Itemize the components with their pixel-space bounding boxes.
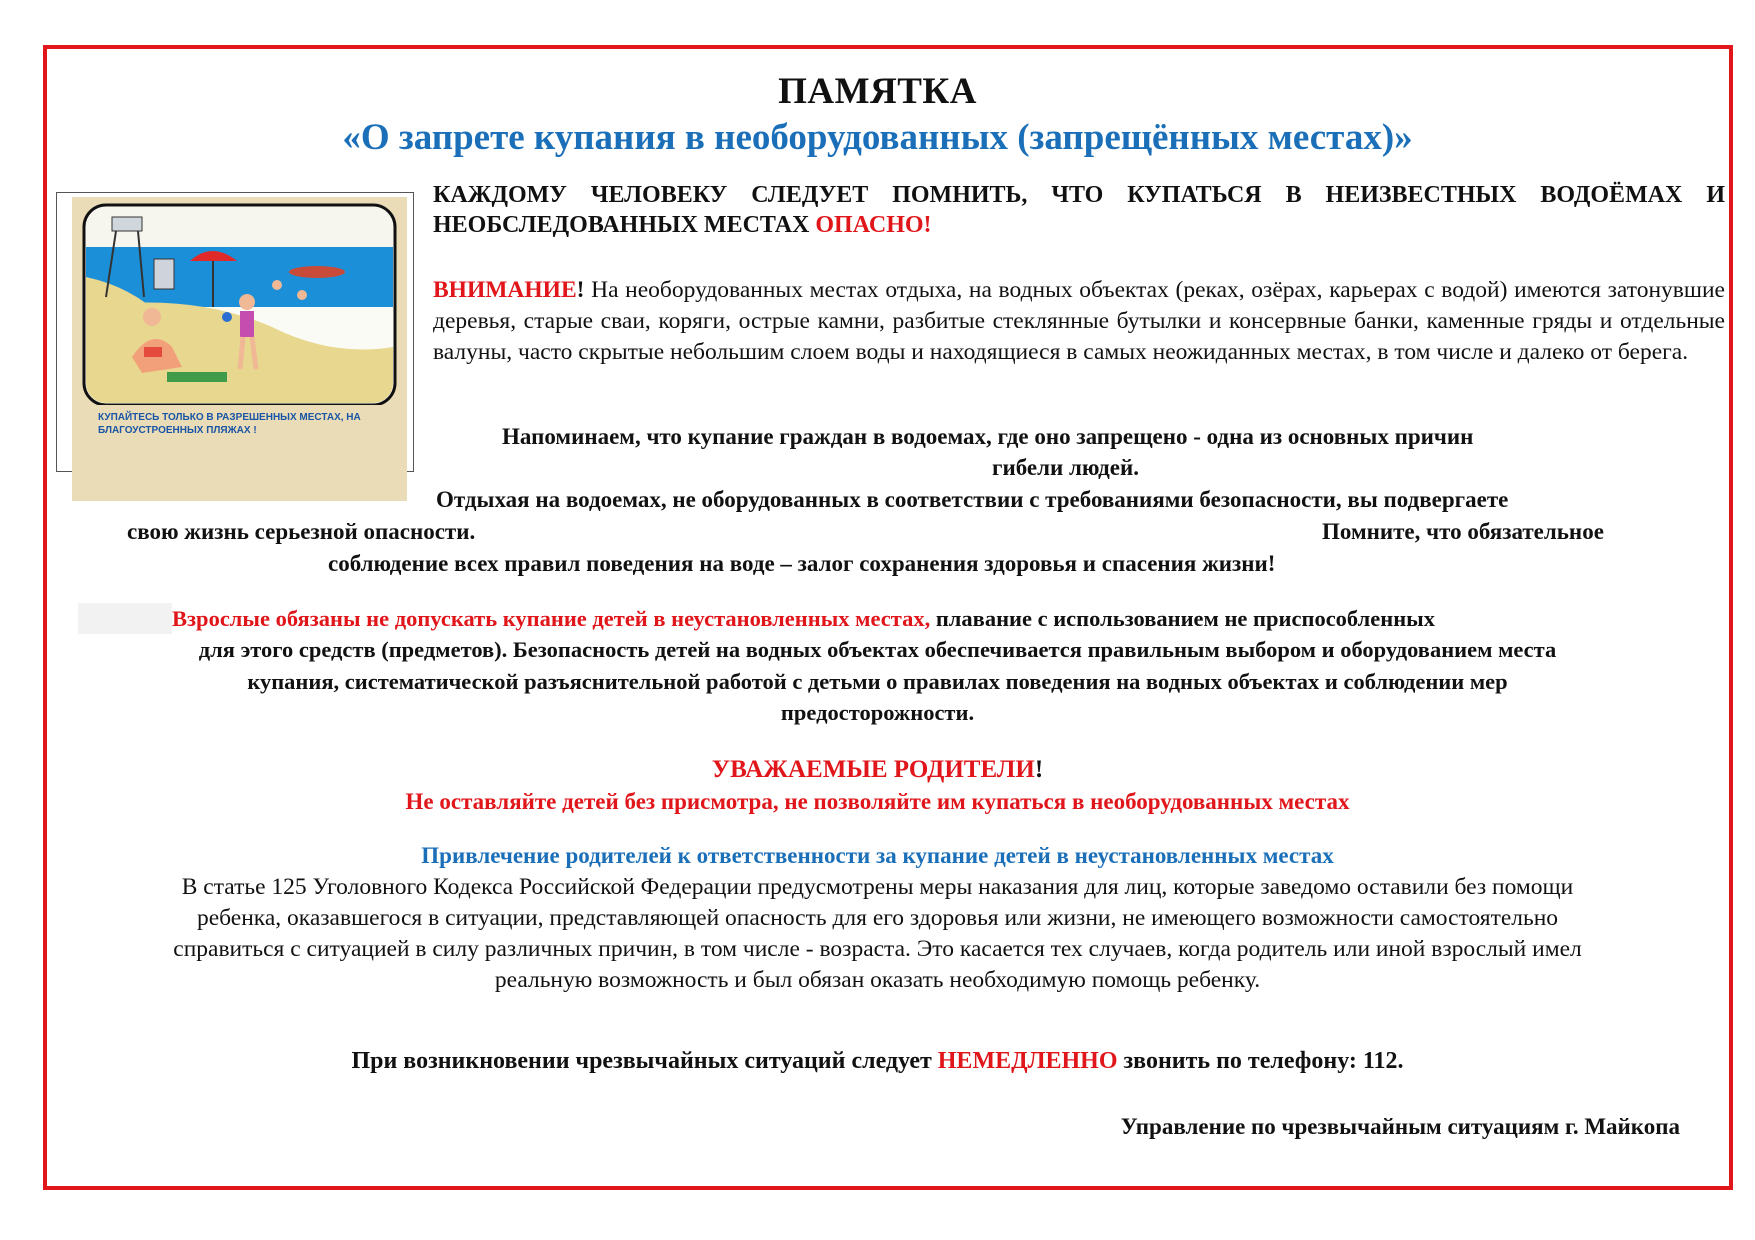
liability-line-1: В статье 125 Уголовного Кодекса Российской Федерации предусмотрены меры наказания для лиц, которые заведомо оставили без помощи xyxy=(181,874,1574,900)
reminder-line-3: Отдыхая на водоемах, не оборудованных в соответствии с требованиями безопасности, вы подвергаете xyxy=(436,487,1509,512)
attention-paragraph xyxy=(433,275,1725,368)
page-subtitle: «О запрете купания в необорудованных (запрещённых местах)» xyxy=(342,117,1413,158)
adults-line-1-rest: плавание с использованием не приспособленных xyxy=(930,606,1435,631)
adults-line-1 xyxy=(78,603,1708,634)
illustration-caption: КУПАЙТЕСЬ ТОЛЬКО В РАЗРЕШЕННЫХ МЕСТАХ, НА БЛАГОУСТРОЕННЫХ ПЛЯЖАХ ! xyxy=(98,412,361,436)
emergency-urgent: НЕМЕДЛЕННО xyxy=(937,1048,1118,1074)
reminder-line-5: соблюдение всех правил поведения на воде – залог сохранения здоровья и спасения жизни! xyxy=(328,551,1276,576)
liability-heading: Привлечение родителей к ответственности за купание детей в неустановленных местах xyxy=(421,843,1334,868)
attention-label: ВНИМАНИЕ xyxy=(433,277,577,303)
signature: Управление по чрезвычайным ситуациям г. Майкопа xyxy=(1120,1114,1680,1139)
adults-line-3: купания, систематической разъяснительной работой с детьми о правилах поведения на водных объектах и соблюдении мер xyxy=(247,669,1508,694)
intro-paragraph xyxy=(433,180,1725,240)
parents-heading-line xyxy=(0,754,1755,785)
intro-text: КАЖДОМУ ЧЕЛОВЕКУ СЛЕДУЕТ ПОМНИТЬ, ЧТО КУПАТЬСЯ В НЕИЗВЕСТНЫХ ВОДОЁМАХ И НЕОБСЛЕДОВАННЫХ МЕСТАХ xyxy=(433,182,1725,238)
beach-scene-drawing xyxy=(72,197,407,501)
reminder-line-4b: Помните, что обязательное xyxy=(1322,519,1604,544)
adults-line-2: для этого средств (предметов). Безопасность детей на водных объектах обеспечивается правильным выбором и оборудованием места xyxy=(198,637,1557,662)
adults-duty: Взрослые обязаны не допускать купание детей в неустановленных местах, xyxy=(172,606,931,631)
liability-line-2: ребенка, оказавшегося в ситуации, представляющей опасность для его здоровья или жизни, не имеющего возможности самостоятельно xyxy=(196,905,1559,931)
parents-heading: УВАЖАЕМЫЕ РОДИТЕЛИ xyxy=(711,756,1035,783)
attention-mark: ! xyxy=(576,277,585,303)
emergency-after: звонить по телефону: 112. xyxy=(1117,1048,1404,1074)
emergency-line xyxy=(0,1046,1755,1077)
page-title: ПАМЯТКА xyxy=(778,71,977,112)
adults-line-4: предосторожности. xyxy=(780,700,975,725)
liability-line-3: справиться с ситуацией в силу различных причин, в том числе - возраста. Это касается тех случаев, когда родитель или иной взрослый имел xyxy=(173,936,1582,962)
reminder-line-2: гибели людей. xyxy=(992,455,1140,480)
danger-word: ОПАСНО! xyxy=(815,212,932,238)
parents-warning: Не оставляйте детей без присмотра, не позволяйте им купаться в необорудованных местах xyxy=(405,789,1350,814)
attention-text: На необорудованных местах отдыха, на водных объектах (реках, озёрах, карьерах с водой) имеются затонувшие деревья, старые сваи, коряги, острые камни, разбитые стеклянные бутылки и консервные банки, каменные гряды и отдельные валуны, часто скрытые небольшим слоем воды и находящиеся в самых неожиданных местах, в том числе и далеко от берега. xyxy=(433,277,1725,365)
reminder-line-1: Напоминаем, что купание граждан в водоемах, где оно запрещено - одна из основных причин xyxy=(502,424,1474,449)
beach-illustration xyxy=(72,197,407,501)
emergency-before: При возникновении чрезвычайных ситуаций следует xyxy=(351,1048,938,1074)
liability-line-4: реальную возможность и был обязан оказать необходимую помощь ребенку. xyxy=(494,967,1261,993)
parents-mark: ! xyxy=(1034,756,1044,783)
reminder-line-4a: свою жизнь серьезной опасности. xyxy=(127,519,476,544)
